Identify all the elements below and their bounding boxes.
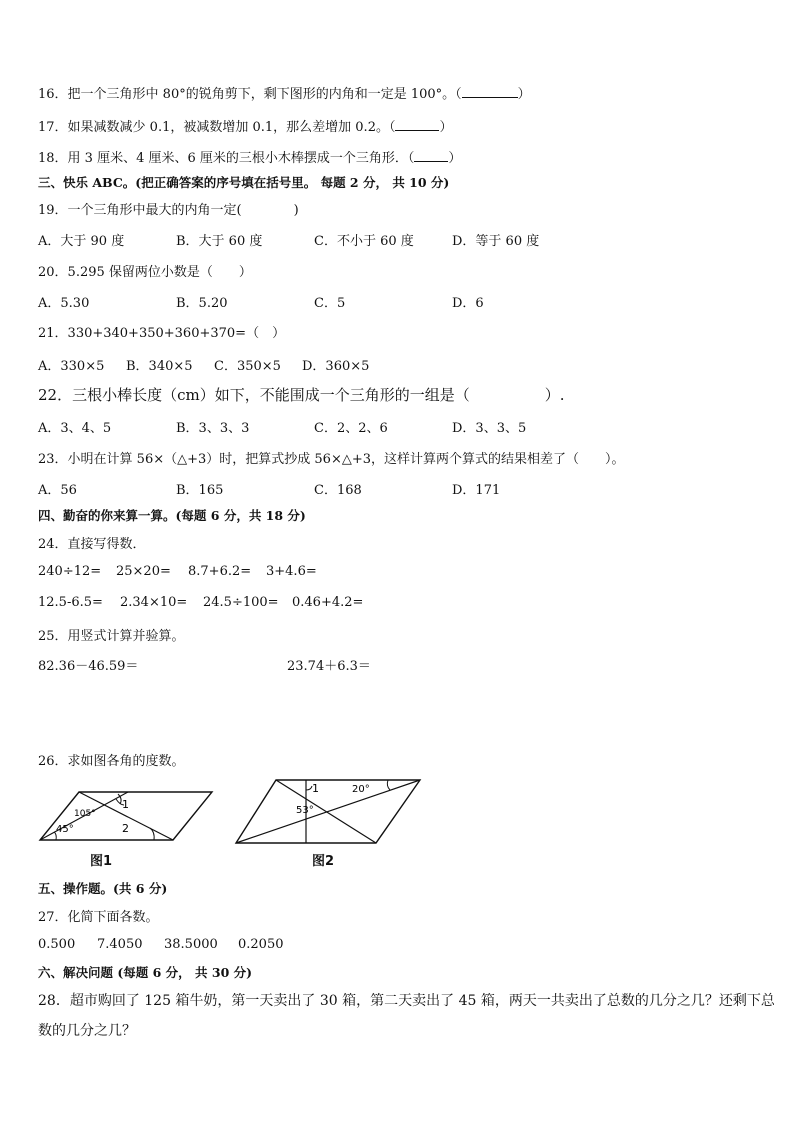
question-27-stem: 27．化简下面各数。 bbox=[38, 910, 159, 925]
option-c[interactable]: C．350×5 bbox=[214, 359, 281, 374]
number-item: 38.5000 bbox=[164, 937, 218, 952]
calc-item: 3+4.6= bbox=[266, 564, 317, 579]
vertical-calc-item: 23.74＋6.3＝ bbox=[287, 659, 371, 674]
calc-item: 240÷12= bbox=[38, 564, 102, 579]
question-16: 16．把一个三角形中 80°的锐角剪下，剩下图形的内角和一定是 100°。（ ） bbox=[38, 87, 531, 102]
number-item: 0.500 bbox=[38, 937, 76, 952]
question-20-stem: 20．5.295 保留两位小数是（ ） bbox=[38, 265, 252, 280]
calc-item: 24.5÷100= bbox=[203, 595, 279, 610]
option-b[interactable]: B．大于 60 度 bbox=[176, 234, 263, 249]
question-23-stem: 23．小明在计算 56×（△+3）时，把算式抄成 56×△+3，这样计算两个算式的结果相差了（ ）。 bbox=[38, 452, 625, 467]
option-b[interactable]: B．165 bbox=[176, 483, 224, 498]
angle-label-45: 45° bbox=[56, 824, 74, 835]
option-a[interactable]: A．5.30 bbox=[38, 296, 90, 311]
question-19-stem: 19．一个三角形中最大的内角一定( ) bbox=[38, 203, 299, 218]
angle-label-20: 20° bbox=[352, 784, 370, 795]
answer-blank[interactable] bbox=[395, 118, 439, 131]
option-c[interactable]: C．不小于 60 度 bbox=[314, 234, 414, 249]
number-item: 7.4050 bbox=[97, 937, 143, 952]
question-22-stem: 22．三根小棒长度（cm）如下，不能围成一个三角形的一组是（ ）. bbox=[38, 386, 565, 404]
angle-label-1: 1 bbox=[122, 798, 129, 811]
section-heading-6: 六、解决问题 (每题 6 分， 共 30 分) bbox=[38, 965, 253, 980]
option-a[interactable]: A．56 bbox=[38, 483, 77, 498]
figure-2-caption: 图2 bbox=[312, 854, 335, 869]
section-heading-4: 四、勤奋的你来算一算。(每题 6 分，共 18 分) bbox=[38, 508, 306, 523]
option-b[interactable]: B．5.20 bbox=[176, 296, 228, 311]
question-18: 18．用 3 厘米、4 厘米、6 厘米的三根小木棒摆成一个三角形．（ ） bbox=[38, 151, 462, 166]
question-21-stem: 21．330+340+350+360+370=（ ） bbox=[38, 326, 286, 341]
angle-label-2: 2 bbox=[122, 822, 129, 835]
option-d[interactable]: D．6 bbox=[452, 296, 484, 311]
option-d[interactable]: D．171 bbox=[452, 483, 501, 498]
question-28-line1: 28．超市购回了 125 箱牛奶，第一天卖出了 30 箱，第二天卖出了 45 箱，两天一共卖出了总数的几分之几？还剩下总 bbox=[38, 993, 775, 1009]
option-d[interactable]: D．360×5 bbox=[302, 359, 370, 374]
figure-1-parallelogram bbox=[36, 788, 216, 842]
answer-blank[interactable] bbox=[462, 85, 518, 98]
vertical-calc-item: 82.36－46.59＝ bbox=[38, 659, 139, 674]
option-d[interactable]: D．3、3、5 bbox=[452, 421, 527, 436]
question-24-stem: 24．直接写得数． bbox=[38, 537, 146, 552]
question-26-stem: 26．求如图各角的度数。 bbox=[38, 754, 185, 769]
figure-1-caption: 图1 bbox=[90, 854, 113, 869]
section-heading-3: 三、快乐 ABC。(把正确答案的序号填在括号里。 每题 2 分， 共 10 分) bbox=[38, 175, 450, 190]
angle-label-53: 53° bbox=[296, 805, 314, 816]
question-25-stem: 25．用竖式计算并验算。 bbox=[38, 629, 185, 644]
option-a[interactable]: A．大于 90 度 bbox=[38, 234, 125, 249]
option-b[interactable]: B．340×5 bbox=[126, 359, 193, 374]
option-d[interactable]: D．等于 60 度 bbox=[452, 234, 540, 249]
calc-item: 0.46+4.2= bbox=[292, 595, 364, 610]
option-a[interactable]: A．330×5 bbox=[38, 359, 105, 374]
calc-item: 12.5-6.5= bbox=[38, 595, 103, 610]
option-a[interactable]: A．3、4、5 bbox=[38, 421, 112, 436]
option-c[interactable]: C．5 bbox=[314, 296, 346, 311]
calc-item: 2.34×10= bbox=[120, 595, 188, 610]
option-b[interactable]: B．3、3、3 bbox=[176, 421, 250, 436]
angle-label-105: 105° bbox=[74, 809, 96, 819]
answer-blank[interactable] bbox=[414, 149, 448, 162]
section-heading-5: 五、操作题。(共 6 分) bbox=[38, 881, 168, 896]
figure-2-parallelogram bbox=[232, 776, 424, 846]
number-item: 0.2050 bbox=[238, 937, 284, 952]
question-28-line2: 数的几分之几？ bbox=[38, 1023, 136, 1039]
calc-item: 25×20= bbox=[116, 564, 171, 579]
question-17: 17．如果减数减少 0.1，被减数增加 0.1，那么差增加 0.2。（ ） bbox=[38, 120, 453, 135]
option-c[interactable]: C．168 bbox=[314, 483, 362, 498]
angle-label-1: 1 bbox=[312, 782, 319, 795]
option-c[interactable]: C．2、2、6 bbox=[314, 421, 388, 436]
calc-item: 8.7+6.2= bbox=[188, 564, 252, 579]
